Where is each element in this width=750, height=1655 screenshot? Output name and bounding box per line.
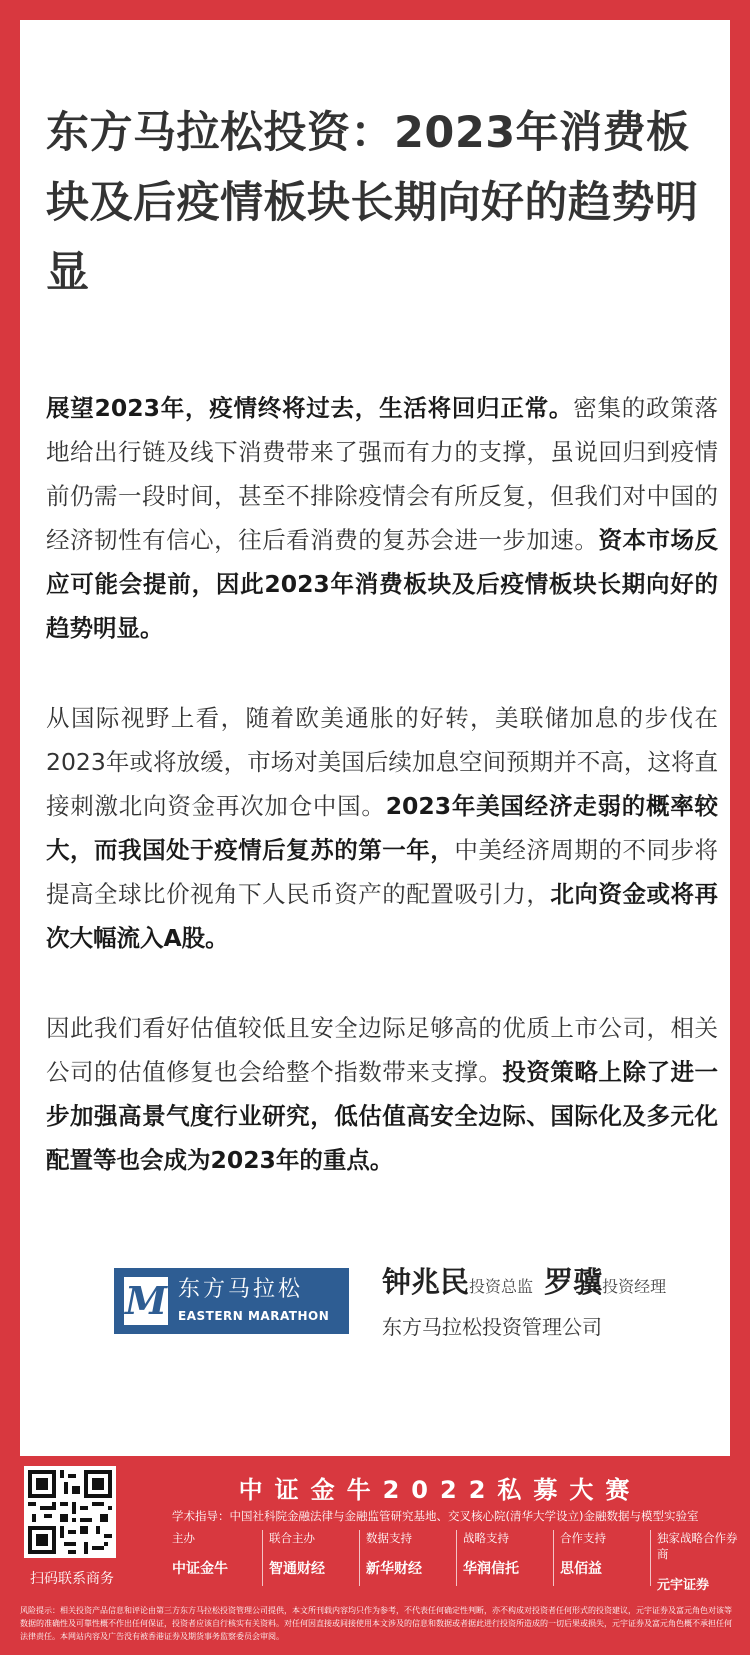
- bold-text: 展望2023年，疫情终将过去，生活将回归正常。: [46, 394, 574, 422]
- signature-block: [382, 1260, 722, 1340]
- sponsor-bar: [172, 1530, 747, 1593]
- risk-disclaimer: 风险提示：相关投资产品信息和评论由第三方东方马拉松投资管理公司提供，本文所刊载内容均只作为参考，不代表任何确定性判断，亦不构成对投资者任何形式的投资建议，元宇证券及富元角色对该等数据的准确性及可靠性概不作出任何保证，投资者应该自行核实有关资料。对任何因直接或间接使用本文涉及的信息和数据或者据此进行投资所造成的一切后果或损失，元宇证券及富元角色概不承担任何法律责任。本网站内容及广告没有被香港证券及期货事务监察委员会审阅。: [20, 1606, 732, 1641]
- body-text: 中美经济周期的不同步将提高全球比价视角下人民币资产的配置吸引力，: [46, 836, 719, 908]
- bold-text: 北向资金或将再次大幅流入A股。: [46, 880, 719, 952]
- article-title: 东方马拉松投资：2023年消费板块及后疫情板块长期向好的趋势明显: [46, 108, 699, 298]
- sponsor-data: [359, 1530, 456, 1586]
- sponsor-cohost: [262, 1530, 359, 1586]
- paragraph-international: [46, 696, 718, 960]
- sponsor-host: [172, 1530, 262, 1586]
- paragraph-outlook: [46, 386, 718, 650]
- sponsor-role: 主办: [172, 1531, 195, 1545]
- sponsor-role: 联合主办: [269, 1531, 315, 1545]
- sponsor-name: 中证金牛: [172, 1561, 228, 1577]
- paragraph-strategy: [46, 1006, 718, 1182]
- sponsor-name: 思佰益: [560, 1561, 602, 1577]
- body-text: 密集的政策落地给出行链及线下消费带来了强而有力的支撑，虽说回归到疫情前仍需一段时间，甚至不排除疫情会有所反复，但我们对中国的经济韧性有信心，往后看消费的复苏会进一步加速。: [46, 394, 719, 554]
- contest-title: 中证金牛2022私募大赛: [238, 1476, 642, 1504]
- article-card: [20, 20, 730, 1456]
- sponsor-name: 华润信托: [463, 1561, 519, 1577]
- sponsor-broker: [650, 1530, 747, 1593]
- sponsor-role: 独家战略合作券商: [657, 1531, 738, 1561]
- sponsor-name: 新华财经: [366, 1561, 422, 1577]
- sponsor-role: 合作支持: [560, 1531, 606, 1545]
- logo-en-text: EASTERN MARATHON: [178, 1309, 330, 1323]
- sponsor-name: 元宇证券: [657, 1578, 710, 1593]
- sponsor-name: 智通财经: [269, 1561, 325, 1577]
- author-name-1: 钟兆民: [382, 1265, 470, 1299]
- sponsor-partner: [553, 1530, 650, 1586]
- qr-code-icon[interactable]: [24, 1466, 116, 1558]
- logo-cn-text: 东方马拉松: [178, 1277, 304, 1302]
- company-logo: [114, 1268, 349, 1334]
- sponsor-role: 战略支持: [463, 1531, 509, 1545]
- author-name-2: 罗骥: [544, 1265, 603, 1299]
- academic-guidance: 学术指导：中国社科院金融法律与金融监管研究基地、交叉核心院(清华大学设立)金融数据与模型实验室: [172, 1509, 699, 1523]
- author-role-1: 投资总监: [469, 1277, 534, 1296]
- body-text: 因此我们看好估值较低且安全边际足够高的优质上市公司，相关公司的估值修复也会给整个指数带来支撑。: [46, 1014, 718, 1086]
- company-name: 东方马拉松投资管理公司: [382, 1315, 602, 1339]
- bold-text: 2023年美国经济走弱的概率较大，而我国处于疫情后复苏的第一年，: [46, 792, 719, 864]
- author-role-2: 投资经理: [602, 1277, 667, 1296]
- body-text: 从国际视野上看，随着欧美通胀的好转，美联储加息的步伐在2023年或将放缓，市场对美国后续加息空间预期并不高，这将直接刺激北向资金再次加仓中国。: [46, 704, 718, 820]
- logo-mark-icon: M: [124, 1278, 168, 1323]
- sponsor-strategy: [456, 1530, 553, 1586]
- sponsor-role: 数据支持: [366, 1531, 412, 1545]
- bold-text: 资本市场反应可能会提前，因此2023年消费板块及后疫情板块长期向好的趋势明显。: [46, 526, 719, 642]
- qr-label: 扫码联系商务: [30, 1571, 114, 1587]
- bold-text: 投资策略上除了进一步加强高景气度行业研究，低估值高安全边际、国际化及多元化配置等也会成为2023年的重点。: [46, 1058, 719, 1174]
